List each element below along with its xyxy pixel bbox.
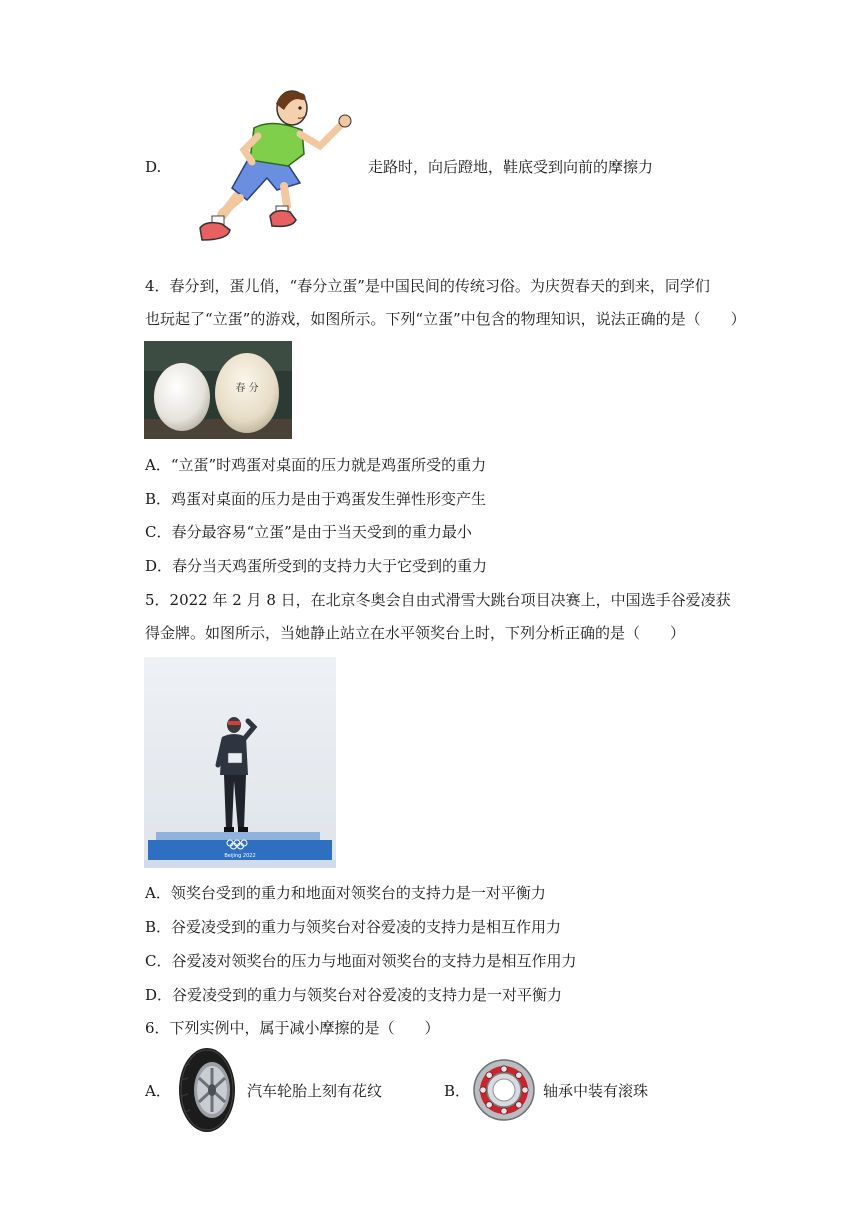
podium-text: Beijing 2022 bbox=[224, 853, 256, 859]
q5-stem-line1: 5．2022 年 2 月 8 日，在北京冬奥会自由式滑雪大跳台项目决赛上，中国选手谷爱凌获 bbox=[145, 591, 731, 609]
car-tire-image bbox=[176, 1046, 238, 1134]
standing-eggs-image bbox=[144, 341, 292, 439]
q6-option-b-letter: B． bbox=[444, 1082, 471, 1100]
q5-option-b: B．谷爱凌受到的重力与领奖台对谷爱凌的支持力是相互作用力 bbox=[145, 918, 562, 936]
running-boy-image bbox=[192, 88, 357, 248]
q4-option-d: D．春分当天鸡蛋所受到的支持力大于它受到的重力 bbox=[145, 557, 488, 575]
egg-characters: 春 分 bbox=[235, 383, 259, 394]
q4-option-a: A．“立蛋”时鸡蛋对桌面的压力就是鸡蛋所受的重力 bbox=[145, 456, 487, 474]
q4-stem-line1: 4．春分到，蛋儿俏，“春分立蛋”是中国民间的传统习俗。为庆贺春天的到来，同学们 bbox=[145, 277, 710, 295]
q3-option-d-letter: D. bbox=[145, 158, 162, 176]
q5-option-a: A．领奖台受到的重力和地面对领奖台的支持力是一对平衡力 bbox=[145, 884, 546, 902]
q5-option-c: C．谷爱凌对领奖台的压力与地面对领奖台的支持力是相互作用力 bbox=[145, 952, 577, 970]
ball-bearing-image bbox=[472, 1058, 536, 1122]
q4-stem-line2: 也玩起了“立蛋”的游戏，如图所示。下列“立蛋”中包含的物理知识，说法正确的是（ ） bbox=[145, 310, 746, 328]
q6-option-b-text: 轴承中装有滚珠 bbox=[543, 1082, 649, 1100]
q3-option-d-text: 走路时，向后蹬地，鞋底受到向前的摩擦力 bbox=[368, 158, 654, 176]
podium-athlete-image bbox=[144, 657, 336, 868]
q5-stem-line2: 得金牌。如图所示，当她静止站立在水平领奖台上时，下列分析正确的是（ ） bbox=[145, 624, 686, 642]
q6-stem: 6．下列实例中，属于减小摩擦的是（ ） bbox=[145, 1019, 440, 1037]
q5-option-d: D．谷爱凌受到的重力与领奖台对谷爱凌的支持力是一对平衡力 bbox=[145, 986, 563, 1004]
q6-option-a-letter: A． bbox=[145, 1082, 171, 1100]
q6-option-a-text: 汽车轮胎上刻有花纹 bbox=[247, 1082, 383, 1100]
q4-option-c: C．春分最容易“立蛋”是由于当天受到的重力最小 bbox=[145, 523, 472, 541]
q4-option-b: B．鸡蛋对桌面的压力是由于鸡蛋发生弹性形变产生 bbox=[145, 490, 487, 508]
